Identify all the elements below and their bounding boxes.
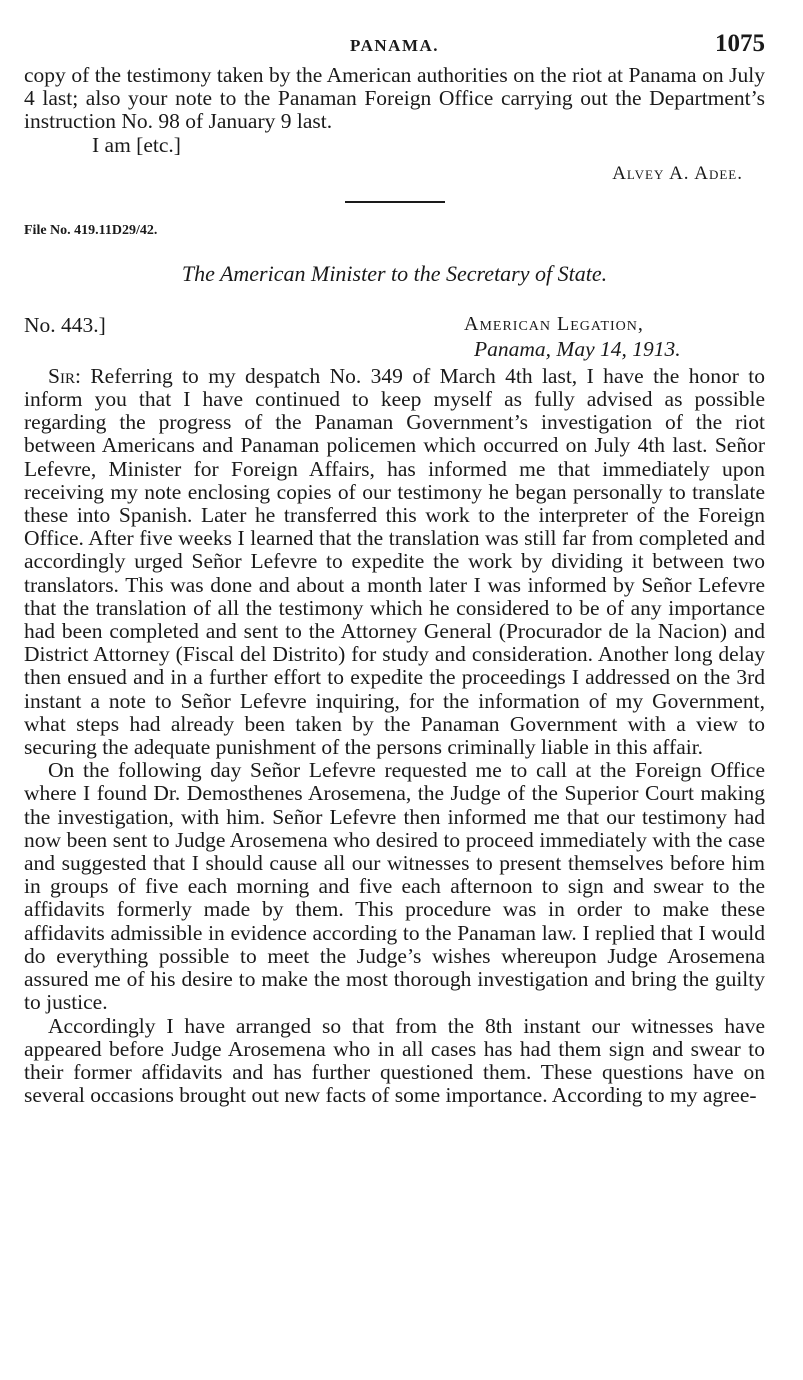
continuation-paragraph: copy of the testimony taken by the American authorities on the riot at Panama on July 4 last; also your note to the Panaman Foreign Office carrying out the Department’s instruction No. 98 of January 9 last. (24, 63, 765, 134)
salutation: Sir (48, 363, 75, 388)
body-paragraph-3: Accordingly I have arranged so that from the 8th instant our witnesses have appeared before Judge Arosemena who in all cases has had them sign and swear to their former affidavits and has further questioned them. These questions have on several occasions brought out new facts of some importance. According to my agree- (24, 1013, 765, 1108)
body-paragraph-1 (24, 365, 765, 759)
document-page (24, 30, 765, 1107)
section-divider (345, 201, 445, 203)
document-heading: The American Minister to the Secretary of State. (181, 260, 608, 286)
body-paragraph-1-text: : Referring to my despatch No. 349 of March 4th last, I have the honor to inform you that I have continued to keep myself as fully advised as possible regarding the progress of the Panaman Government’s investigation of the riot between Americans and Panaman policemen which occurred on July 4th last. Señor Lefevre, Minister for Foreign Affairs, has informed me that immediately upon receiving my note enclosing copies of our testimony he began personally to translate these into Spanish. Later he transferred this work to the interpreter of the Foreign Office. After five weeks I learned that the translation was still far from completed and accordingly urged Señor Lefevre to expedite the work by dividing it between two translators. This was done and about a month later I was informed by Señor Lefevre that the translation of all the testimony which he considered to be of any importance had been completed and sent to the Attorney General (Procurador de la Nacion) and District Attorney (Fiscal del Distrito) for study and consideration. Another long delay then ensued and in a further effort to expedite the proceedings I addressed on the 3rd instant a note to Señor Lefevre inquiring, for the information of my Government, what steps had already been taken by the Panaman Government with a view to securing the adequate punishment of the persons criminally liable in this affair. (24, 363, 765, 760)
legation-name: American Legation, (464, 312, 644, 335)
page-number: 1075 (715, 30, 765, 57)
despatch-number: No. 443.] (24, 312, 106, 337)
running-head (24, 30, 765, 64)
despatch-header (24, 313, 765, 365)
signature: Alvey A. Adee. (612, 162, 743, 184)
body-paragraph-2: On the following day Señor Lefevre requested me to call at the Foreign Office where I found Dr. Demosthenes Arosemena, the Judge of the Superior Court making the investigation, with him. Señor Lefevre then informed me that our testimony had now been sent to Judge Arosemena who desired to proceed immediately with the case and suggested that I should cause all our witnesses to present themselves before him in groups of five each morning and five each afternoon to sign and swear to the affidavits formerly made by them. This procedure was in order to make these affidavits admissible in evidence according to the Panaman law. I replied that I would do everything possible to meet the Judge’s wishes whereupon Judge Arosemena assured me of his desire to make the most thorough investigation and bring the guilty to justice. (24, 758, 765, 1015)
file-number: File No. 419.11D29/42. (24, 222, 158, 238)
running-title: PANAMA. (349, 36, 440, 55)
place-and-date: Panama, May 14, 1913. (474, 336, 681, 361)
closing-line: I am [etc.] (92, 132, 181, 157)
